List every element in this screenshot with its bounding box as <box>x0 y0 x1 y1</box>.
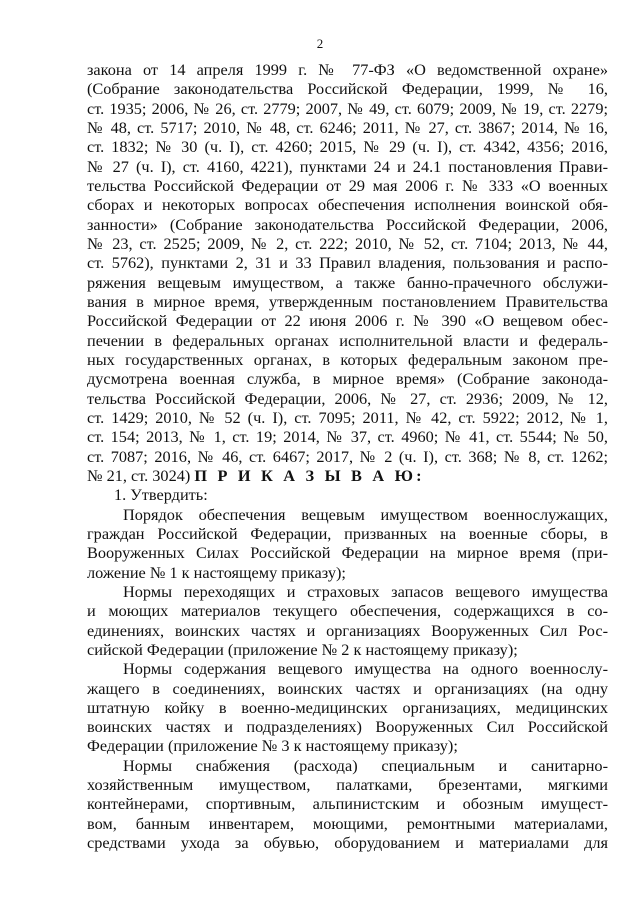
text-line: занности» (Собрание законодательства Российской Федерации, 2006, <box>87 214 608 234</box>
text-line: сборах и некоторых вопросах обеспечения исполнения воинской обя- <box>87 195 608 215</box>
text-line: Нормы снабжения (расхода) специальным и санитарно- <box>123 755 608 775</box>
text-line: № 48, ст. 5717; 2010, № 48, ст. 6246; 2011, № 27, ст. 3867; 2014, № 16, <box>87 117 608 137</box>
text-line: ст. 1429; 2010, № 52 (ч. I), ст. 7095; 2011, № 42, ст. 5922; 2012, № 1, <box>87 407 608 427</box>
text-line: ст. 1935; 2006, № 26, ст. 2779; 2007, № 49, ст. 6079; 2009, № 19, ст. 2279; <box>87 98 608 118</box>
text-line: № 23, ст. 2525; 2009, № 2, ст. 222; 2010, № 52, ст. 7104; 2013, № 44, <box>87 233 608 253</box>
paragraph-2 <box>87 582 608 659</box>
text-line: ст. 154; 2013, № 1, ст. 19; 2014, № 37, ст. 4960; № 41, ст. 5544; № 50, <box>87 427 608 447</box>
text-line: вом, банным инвентарем, моющими, ремонтными материалами, <box>87 813 608 833</box>
text-line: ст. 5762), пунктами 2, 31 и 33 Правил владения, пользования и распо- <box>87 253 608 273</box>
text-line: ных государственных органах, в которых федеральным законом пре- <box>87 349 608 369</box>
text-line: единениях, воинских частях и организациях Вооруженных Сил Рос- <box>87 620 608 640</box>
text-line: закона от 14 апреля 1999 г. № 77-ФЗ «О ведомственной охране» <box>87 60 608 79</box>
text-line: граждан Российской Федерации, призванных на военные сборы, в <box>87 523 608 543</box>
text-line: печении в федеральных органах исполнительной власти и федераль- <box>87 330 608 350</box>
text-line: Порядок обеспечения вещевым имуществом военнослужащих, <box>123 504 608 524</box>
text-line: средствами ухода за обувью, оборудованием и материалами для <box>87 833 608 853</box>
text-line: сийской Федерации (приложение № 2 к настоящему приказу); <box>87 639 518 659</box>
text-line: ложение № 1 к настоящему приказу); <box>87 562 346 582</box>
text-line: воинских частях и подразделениях) Вооруженных Сил Российской <box>87 717 608 737</box>
text-line: № 27 (ч. I), ст. 4160, 4221), пунктами 24 и 24.1 постановления Прави- <box>87 156 608 176</box>
page-number: 2 <box>316 36 324 51</box>
paragraph-1 <box>87 505 608 582</box>
text-line: Нормы содержания вещевого имущества на одного военнослу- <box>123 659 608 679</box>
text-line: Федерации (приложение № 3 к настоящему приказу); <box>87 736 458 756</box>
text-line: дусмотрена военная служба, в мирное время» (Собрание законода- <box>87 369 608 389</box>
text-line: штатную койку в военно-медицинских организациях, медицинских <box>87 697 608 717</box>
text-line: ст. 1832; № 30 (ч. I), ст. 4260; 2015, № 29 (ч. I), ст. 4342, 4356; 2016, <box>87 137 608 157</box>
text-line: жащего в соединениях, воинских частях и организациях (на одну <box>87 678 608 698</box>
document-body <box>87 60 608 852</box>
text-line: тельства Российской Федерации от 29 мая 2006 г. № 333 «О военных <box>87 175 608 195</box>
order-line <box>87 466 608 485</box>
text-line: Нормы переходящих и страховых запасов вещевого имущества <box>123 581 608 601</box>
paragraph-3 <box>87 659 608 756</box>
text-line: ст. 7087; 2016, № 46, ст. 6467; 2017, № 2 (ч. I), ст. 368; № 8, ст. 1262; <box>87 446 608 466</box>
paragraph-4 <box>87 756 608 853</box>
item-1-heading: 1. Утвердить: <box>114 485 208 505</box>
order-word: П Р И К А З Ы В А Ю: <box>194 465 425 485</box>
text-line: Российской Федерации от 22 июня 2006 г. № 390 «О вещевом обес- <box>87 311 608 331</box>
intro-paragraph <box>87 60 608 485</box>
text-line: Вооруженных Силах Российской Федерации на мирное время (при- <box>87 543 608 563</box>
text-line: вания в мирное время, утвержденным постановлением Правительства <box>87 291 608 311</box>
text-line: ряжения вещевым имуществом, а также банно-прачечного обслужи- <box>87 272 608 292</box>
text-line: (Собрание законодательства Российской Федерации, 1999, № 16, <box>87 79 608 99</box>
text-line: контейнерами, спортивным, альпинистским и обозным имущест- <box>87 794 608 814</box>
order-prefix: № 21, ст. 3024) <box>87 465 195 485</box>
text-line: и моющих материалов текущего обеспечения, содержащихся в со- <box>87 601 608 621</box>
text-line: хозяйственным имуществом, палатками, брезентами, мягкими <box>87 775 608 795</box>
text-line: тельства Российской Федерации, 2006, № 27, ст. 2936; 2009, № 12, <box>87 388 608 408</box>
